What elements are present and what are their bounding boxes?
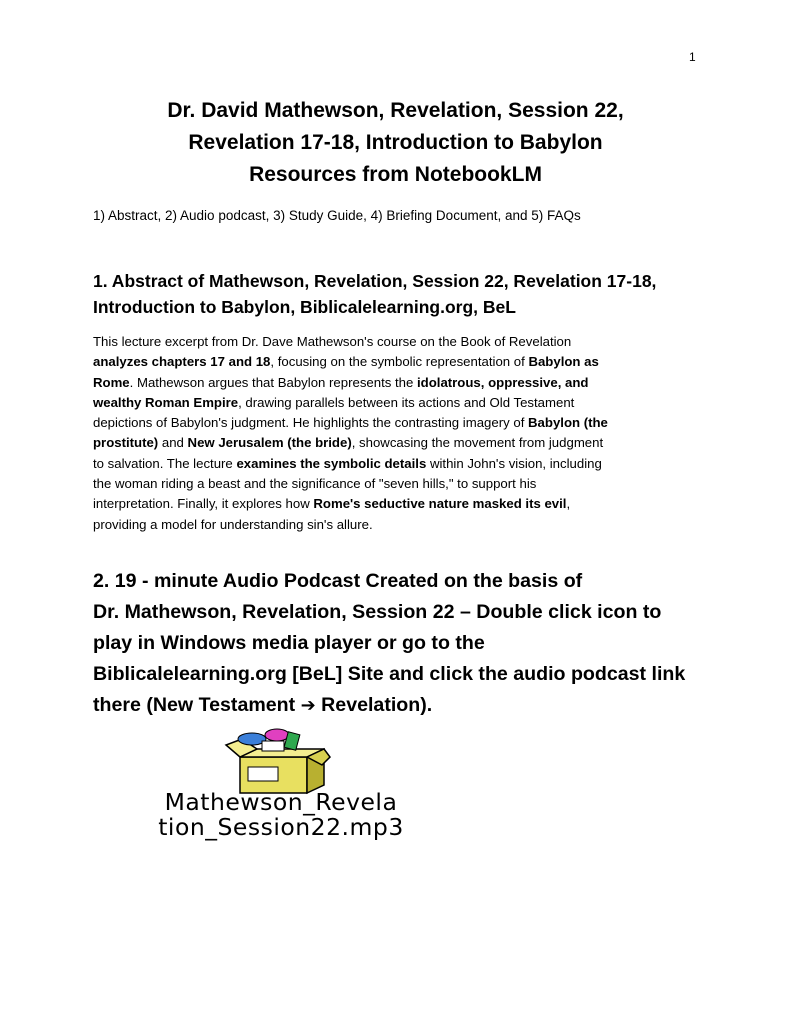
package-file-icon[interactable] (222, 727, 332, 795)
section-2-line-5-after: Revelation). (315, 694, 433, 716)
abstract-line-8 (93, 474, 713, 494)
section-2-heading-line-2: Dr. Mathewson, Revelation, Session 22 – Double click icon to (93, 601, 662, 623)
title-line-2: Revelation 17-18, Introduction to Babylon (188, 131, 603, 154)
abstract-bold-2a: Babylon as (528, 354, 599, 370)
abstract-text-3a: . Mathewson argues that Babylon represents the (129, 374, 418, 390)
abstract-text-2: , focusing on the symbolic representation of (270, 354, 529, 370)
abstract-line-3 (93, 373, 713, 393)
resources-list: 1) Abstract, 2) Audio podcast, 3) Study Guide, 4) Briefing Document, and 5) FAQs (93, 208, 581, 223)
audio-file-label[interactable] (96, 790, 466, 840)
section-2-heading-line-5 (93, 690, 733, 721)
abstract-text-6a: , showcasing the movement from judgment (351, 435, 604, 451)
abstract-text-4a: , drawing parallels between its actions and Old Testament (238, 394, 575, 410)
abstract-text-7a: within John's vision, including (426, 455, 602, 471)
abstract-text-5: and (158, 435, 188, 451)
abstract-bold-3a: idolatrous, oppressive, and (417, 374, 589, 390)
abstract-line-6 (93, 433, 713, 453)
abstract-line-1 (93, 332, 713, 352)
title-line-3: Resources from NotebookLM (249, 163, 542, 186)
abstract-bold-2b: Rome (93, 374, 130, 390)
section-2-heading-line-3: play in Windows media player or go to the (93, 632, 485, 654)
abstract-text-1: This lecture excerpt from Dr. Dave Mathewson's course on the Book of Revelation (93, 334, 572, 349)
package-icon-graphic (222, 727, 332, 795)
abstract-line-10 (93, 515, 713, 535)
abstract-line-9 (93, 494, 713, 514)
abstract-bold-6: examines the symbolic details (236, 455, 427, 471)
section-1-heading-line-2: Introduction to Babylon, Biblicalelearning.org, BeL (93, 297, 516, 317)
title-line-1: Dr. David Mathewson, Revelation, Session 22, (167, 99, 624, 122)
abstract-line-2 (93, 352, 713, 372)
abstract-bold-1: analyzes chapters 17 and 18 (93, 354, 271, 370)
abstract-line-7 (93, 454, 713, 474)
audio-file-label-line-1: Mathewson_Revela (164, 788, 398, 816)
abstract-text-8b: providing a model for understanding sin's allure. (93, 516, 373, 532)
abstract-bold-4b: prostitute) (93, 435, 159, 451)
section-2-heading-line-4: Biblicalelearning.org [BeL] Site and click the audio podcast link (93, 663, 686, 685)
page-number: 1 (689, 50, 696, 64)
abstract-text-7c: interpretation. Finally, it explores how (93, 496, 314, 512)
section-1-heading (93, 268, 713, 320)
abstract-bold-4a: Babylon (the (528, 415, 608, 431)
abstract-paragraph (93, 332, 713, 535)
abstract-text-8a: , (566, 496, 571, 512)
abstract-line-5 (93, 413, 713, 433)
abstract-text-7b: the woman riding a beast and the significance of "seven hills," to support his (93, 476, 537, 492)
section-1-heading-line-1: 1. Abstract of Mathewson, Revelation, Session 22, Revelation 17-18, (93, 271, 657, 291)
section-2-heading (93, 566, 733, 721)
right-arrow-icon: ➔ (300, 695, 316, 715)
abstract-text-4b: depictions of Babylon's judgment. He highlights the contrasting imagery of (93, 415, 529, 431)
document-title (60, 95, 731, 191)
section-2-line-5-before: there (New Testament (93, 694, 301, 716)
section-2-heading-line-1: 2. 19 - minute Audio Podcast Created on the basis of (93, 570, 583, 592)
abstract-text-6b: to salvation. The lecture (93, 455, 237, 471)
abstract-bold-5: New Jerusalem (the bride) (187, 435, 352, 451)
abstract-bold-3b: wealthy Roman Empire (93, 394, 239, 410)
audio-file-label-line-2: tion_Session22.mp3 (158, 813, 404, 841)
abstract-line-4 (93, 393, 713, 413)
abstract-bold-7: Rome's seductive nature masked its evil (313, 496, 567, 512)
